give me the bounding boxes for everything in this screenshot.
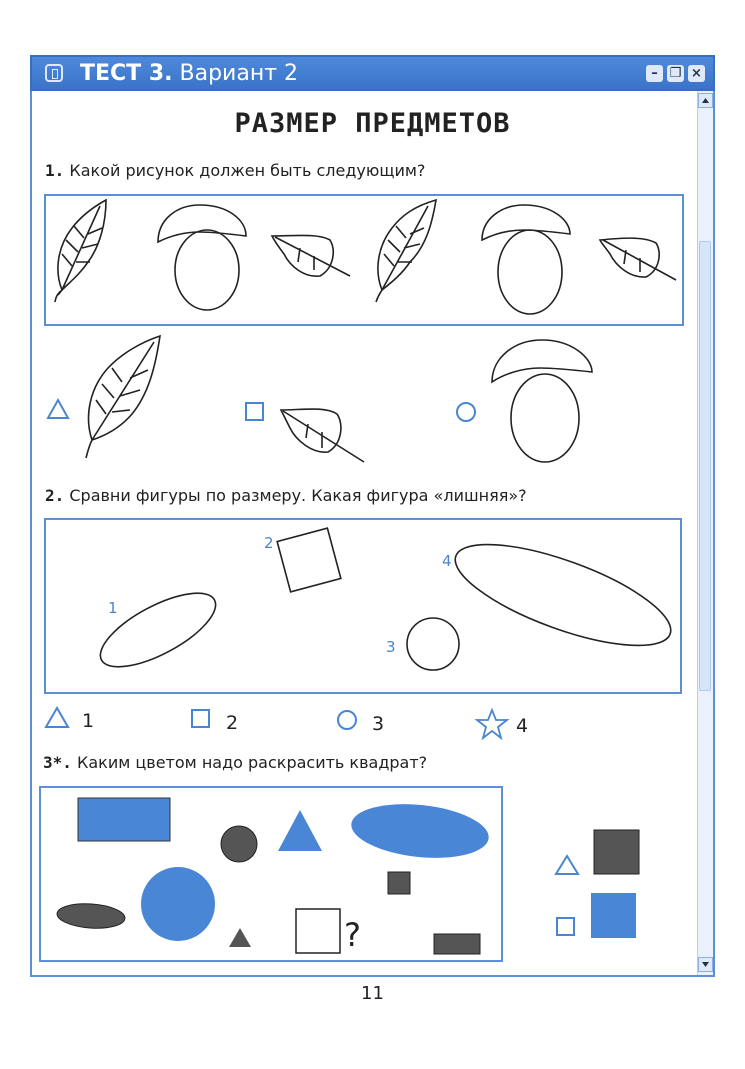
small-gray-square [388, 872, 410, 894]
minimize-button[interactable]: – [646, 65, 663, 82]
question-2-text: Сравни фигуры по размеру. Какая фигура «лишняя»? [69, 486, 527, 505]
gray-rectangle [434, 934, 480, 954]
blue-ellipse [349, 798, 492, 864]
figure-label-3: 3 [386, 638, 396, 656]
figure-label-2: 2 [264, 534, 274, 552]
question-1-text: Какой рисунок должен быть следующим? [69, 161, 426, 180]
restore-button[interactable]: ❐ [667, 65, 684, 82]
question-square [296, 909, 340, 953]
q2-option-label-2: 2 [226, 712, 239, 734]
figure-label-4: 4 [442, 552, 452, 570]
blue-answer-square [591, 893, 636, 938]
blue-rectangle [78, 798, 170, 841]
figure-label-1: 1 [108, 599, 118, 617]
question-mark: ? [344, 916, 361, 954]
question-1-number: 1. [45, 161, 65, 180]
page-number: 11 [361, 983, 384, 1004]
gray-ellipse [56, 902, 126, 931]
q2-option-label-1: 1 [82, 710, 95, 732]
blue-triangle [278, 810, 322, 851]
question-3-text: Каким цветом надо раскрасить квадрат? [77, 753, 428, 772]
q2-option-label-3: 3 [372, 713, 385, 735]
gray-answer-square [594, 830, 639, 874]
gray-triangle [229, 928, 251, 947]
window-title: ТЕСТ 3. Вариант 2 [80, 61, 299, 86]
square-option-icon [557, 918, 574, 935]
triangle-option-icon [556, 856, 578, 874]
gray-circle [221, 826, 257, 862]
question-3-number: 3*. [43, 753, 72, 772]
close-button[interactable]: × [688, 65, 705, 82]
blue-circle [141, 867, 215, 941]
page-heading: РАЗМЕР ПРЕДМЕТОВ [234, 108, 511, 139]
q2-option-label-4: 4 [516, 715, 529, 737]
question-2-number: 2. [45, 486, 65, 505]
